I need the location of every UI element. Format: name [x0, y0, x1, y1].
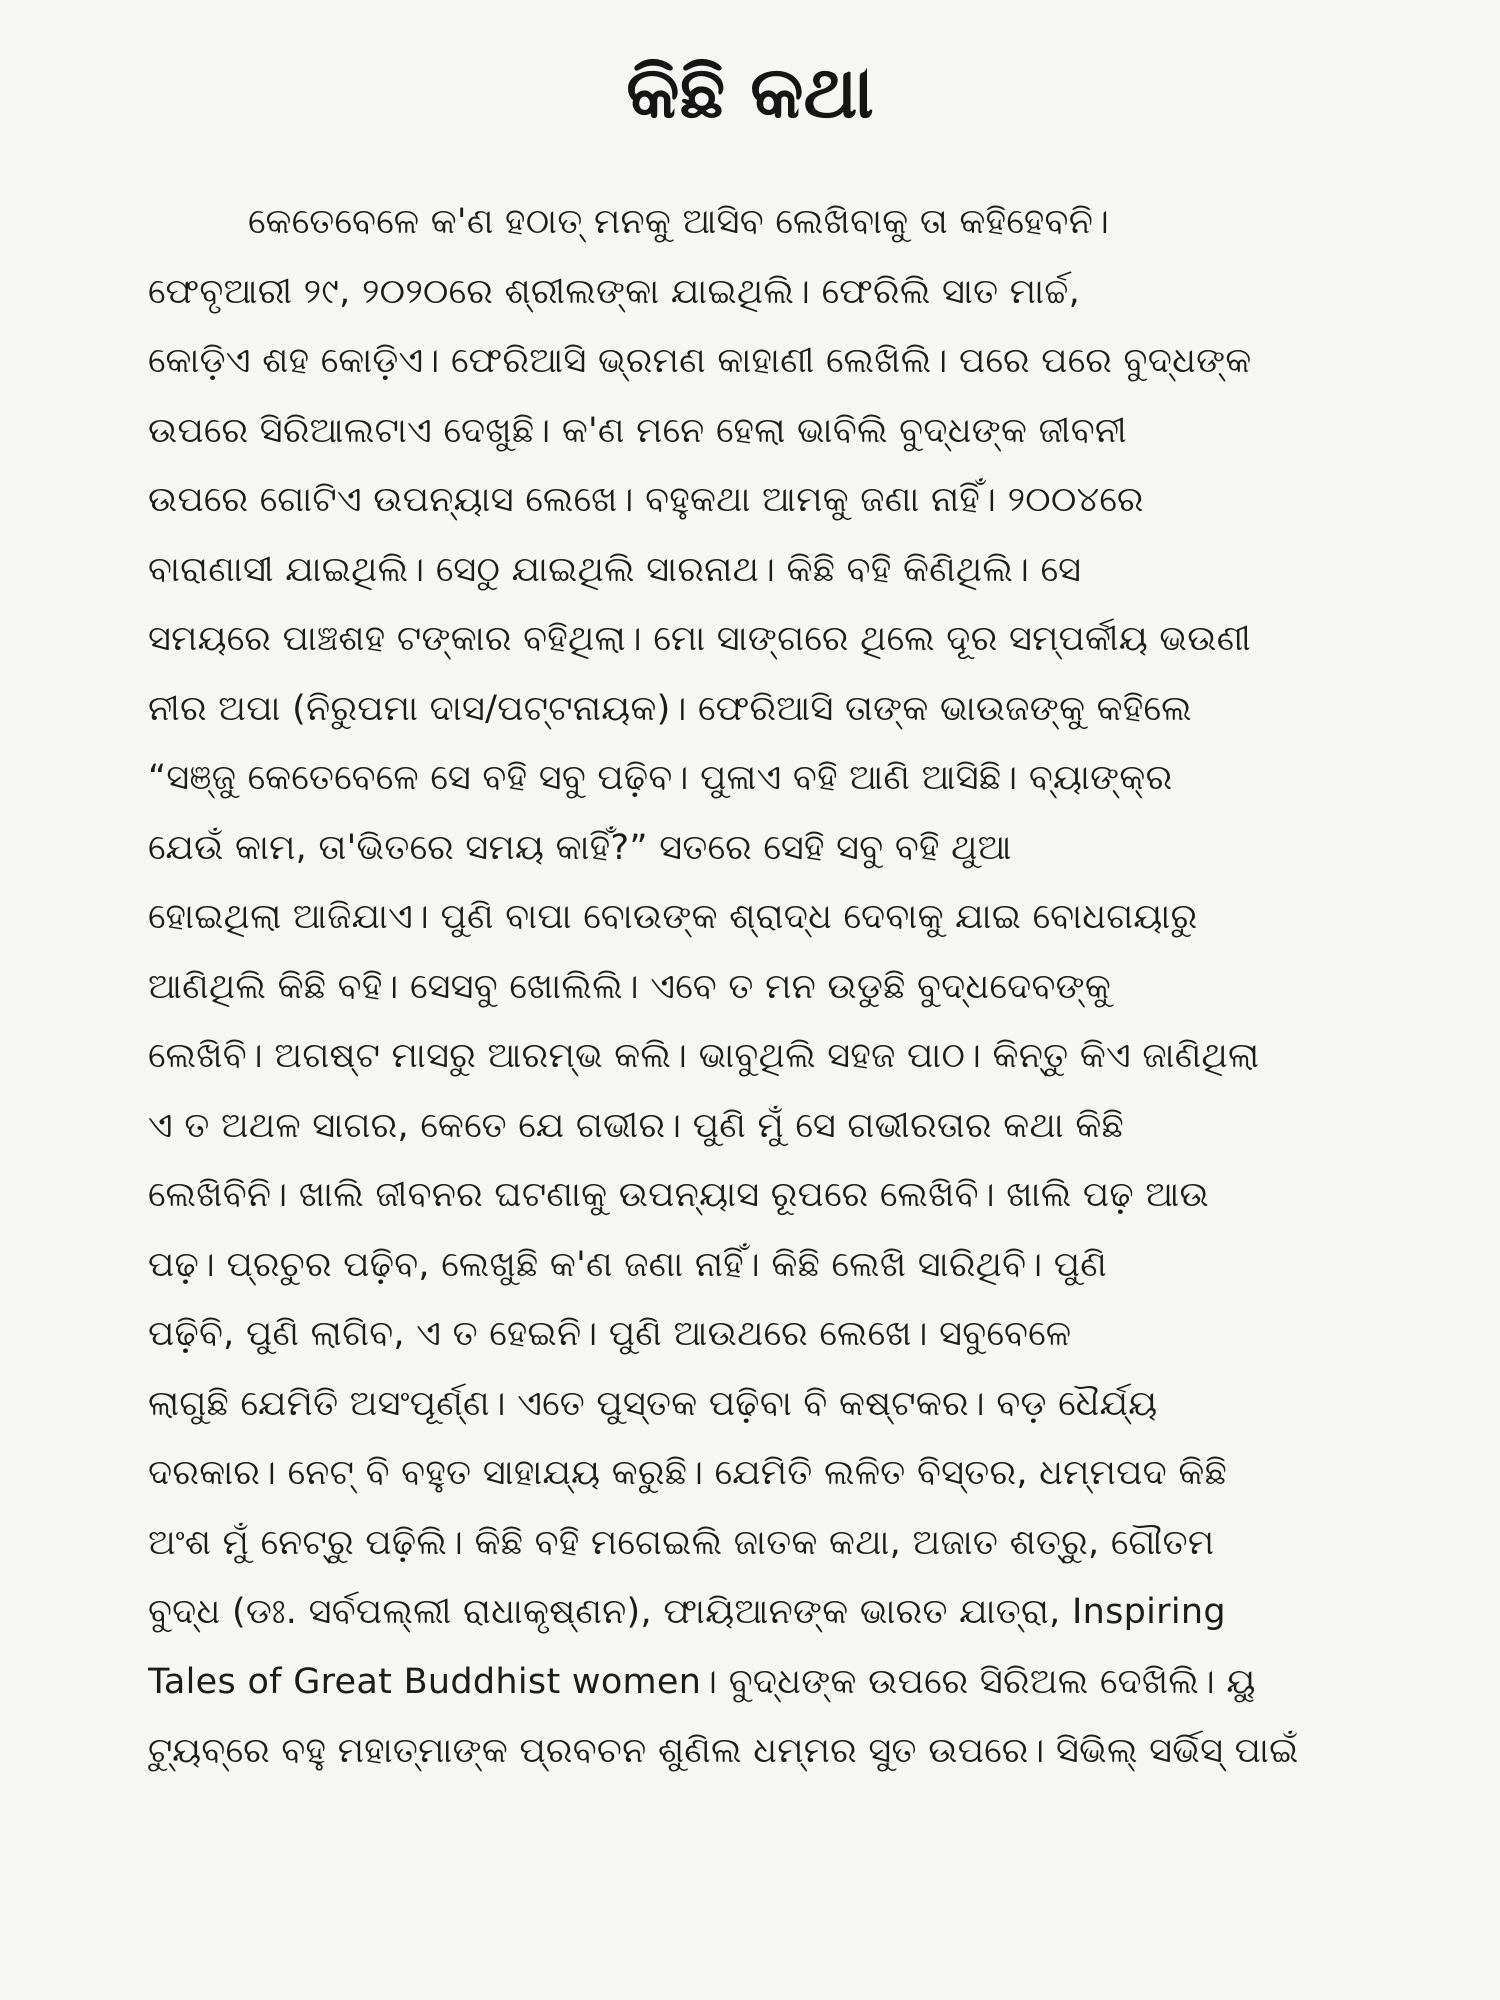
- body-text: [148, 188, 1363, 1787]
- text-line: ହୋଇଥିଲା ଆଜିଯାଏ। ପୁଣି ବାପା ବୋଉଙ୍କ ଶ୍ରାଦ୍ଧ ଦେବାକୁ ଯାଇ ବୋଧଗୟାରୁ: [148, 897, 1198, 937]
- text-line: ଲେଖିବି। ଅଗଷ୍ଟ ମାସରୁ ଆରମ୍ଭ କଲି। ଭାବୁଥିଲି ସହଜ ପାଠ। କିନ୍ତୁ କିଏ ଜାଣିଥିଲା: [148, 1036, 1260, 1076]
- text-line: ଉପରେ ସିରିଆଲଟାଏ ଦେଖୁଛି। କ'ଣ ମନେ ହେଲା ଭାବିଲି ବୁଦ୍ଧଙ୍କ ଜୀବନୀ: [148, 410, 1127, 451]
- text-line: ବୁଦ୍ଧ (ଡଃ. ସର୍ବପଲ୍ଲୀ ରାଧାକୃଷ୍ଣନ), ଫାୟିଆନଙ୍କ ଭାରତ ଯାତ୍ରା, Inspiring: [148, 1592, 1226, 1632]
- text-line: କେତେବେଳେ କ'ଣ ହଠାତ୍ ମନକୁ ଆସିବ ଲେଖିବାକୁ ତା କହିହେବନି।: [248, 202, 1110, 242]
- text-line: Tales of Great Buddhist women। ବୁଦ୍ଧଙ୍କ ଉପରେ ସିରିଅଲ ଦେଖିଲି। ୟୁ: [148, 1661, 1256, 1702]
- text-line: ପଢ଼ିବି, ପୁଣି ଲାଗିବ, ଏ ତ ହେଇନି। ପୁଣି ଆଉଥରେ ଲେଖେ। ସବୁବେଳେ: [148, 1314, 1072, 1354]
- text-line: ଲେଖିବିନି। ଖାଲି ଜୀବନର ଘଟଣାକୁ ଉପନ୍ୟାସ ରୂପରେ ଲେଖିବି। ଖାଲି ପଢ଼ ଆଉ: [148, 1175, 1209, 1215]
- text-line: ଲାଗୁଛି ଯେମିତି ଅସଂପୂର୍ଣ୍ଣ। ଏତେ ପୁସ୍ତକ ପଢ଼ିବା ବି କଷ୍ଟକର। ବଡ଼ ଧୈର୍ଯ୍ୟ: [148, 1383, 1158, 1424]
- text-line: ଦରକାର। ନେଟ୍ ବି ବହୁତ ସାହାଯ୍ୟ କରୁଛି। ଯେମିତି ଲଳିତ ବିସ୍ତର, ଧମ୍ମପଦ କିଛି: [148, 1453, 1228, 1493]
- text-line: କୋଡ଼ିଏ ଶହ କୋଡ଼ିଏ। ଫେରିଆସି ଭ୍ରମଣ କାହାଣୀ ଲେଖିଲି। ପରେ ପରେ ବୁଦ୍ଧଙ୍କ: [148, 341, 1252, 381]
- text-line: ପଢ଼। ପ୍ରଚୁର ପଢ଼ିବ, ଲେଖୁଛି କ'ଣ ଜଣା ନାହିଁ। କିଛି ଲେଖି ସାରିଥିବି। ପୁଣି: [148, 1244, 1108, 1285]
- text-line: ଅଂଶ ମୁଁ ନେଟ୍‌ରୁ ପଢ଼ିଲି। କିଛି ବହି ମଗେଇଲି ଜାତକ କଥା, ଅଜାତ ଶତ୍ରୁ, ଗୌତମ: [148, 1522, 1215, 1563]
- text-line: ଫେବୃଆରୀ ୨୯, ୨୦୨୦ରେ ଶ୍ରୀଲଙ୍କା ଯାଇଥିଲି। ଫେରିଲି ସାତ ମାର୍ଚ୍ଚ,: [148, 271, 1081, 312]
- text-line: ନୀର ଅପା (ନିରୁପମା ଦାସ/ପଟ୍ଟନାୟକ)। ଫେରିଆସି ତାଙ୍କ ଭାଉଜଙ୍କୁ କହିଲେ: [148, 688, 1192, 729]
- text-line: “ସଞ୍ଜୁ କେତେବେଳେ ସେ ବହି ସବୁ ପଢ଼ିବ। ପୁଳାଏ ବହି ଆଣି ଆସିଛି। ବ୍ୟାଙ୍କ୍‌ର: [148, 758, 1173, 798]
- text-line: ଆଣିଥିଲି କିଛି ବହି। ସେସବୁ ଖୋଲିଲି। ଏବେ ତ ମନ ଉଡୁଛି ବୁଦ୍ଧଦେବଙ୍କୁ: [148, 966, 1112, 1007]
- text-line: ଉପରେ ଗୋଟିଏ ଉପନ୍ୟାସ ଲେଖେ। ବହୁକଥା ଆମକୁ ଜଣା ନାହିଁ। ୨୦୦୪ରେ: [148, 480, 1144, 520]
- text-line: ସମୟରେ ପାଞ୍ଚଶହ ଟଙ୍କାର ବହିଥିଲା। ମୋ ସାଙ୍ଗରେ ଥିଲେ ଦୂର ସମ୍ପର୍କୀୟ ଭଉଣୀ: [148, 619, 1252, 659]
- page-title: କିଛି କଥା: [626, 50, 874, 134]
- text-line: ଟ୍ୟୁବ୍‌ରେ ବହୁ ମହାତ୍ମାଙ୍କ ପ୍ରବଚନ ଶୁଣିଲ ଧମ୍ମର ସୁତ ଉପରେ। ସିଭିଲ୍ ସର୍ଭିସ୍ ପାଇଁ: [148, 1731, 1299, 1771]
- text-line: ବାରାଣାସୀ ଯାଇଥିଲି। ସେଠୁ ଯାଇଥିଲି ସାରନାଥ। କିଛି ବହି କିଣିଥିଲି। ସେ: [148, 549, 1082, 590]
- text-line: ଏ ତ ଅଥଳ ସାଗର, କେତେ ଯେ ଗଭୀର। ପୁଣି ମୁଁ ସେ ଗଭୀରତାର କଥା କିଛି: [148, 1105, 1125, 1146]
- text-line: ଯେଉଁ କାମ, ତା'ଭିତରେ ସମୟ କାହିଁ?” ସତରେ ସେହି ସବୁ ବହି ଥୁଆ: [148, 827, 1012, 868]
